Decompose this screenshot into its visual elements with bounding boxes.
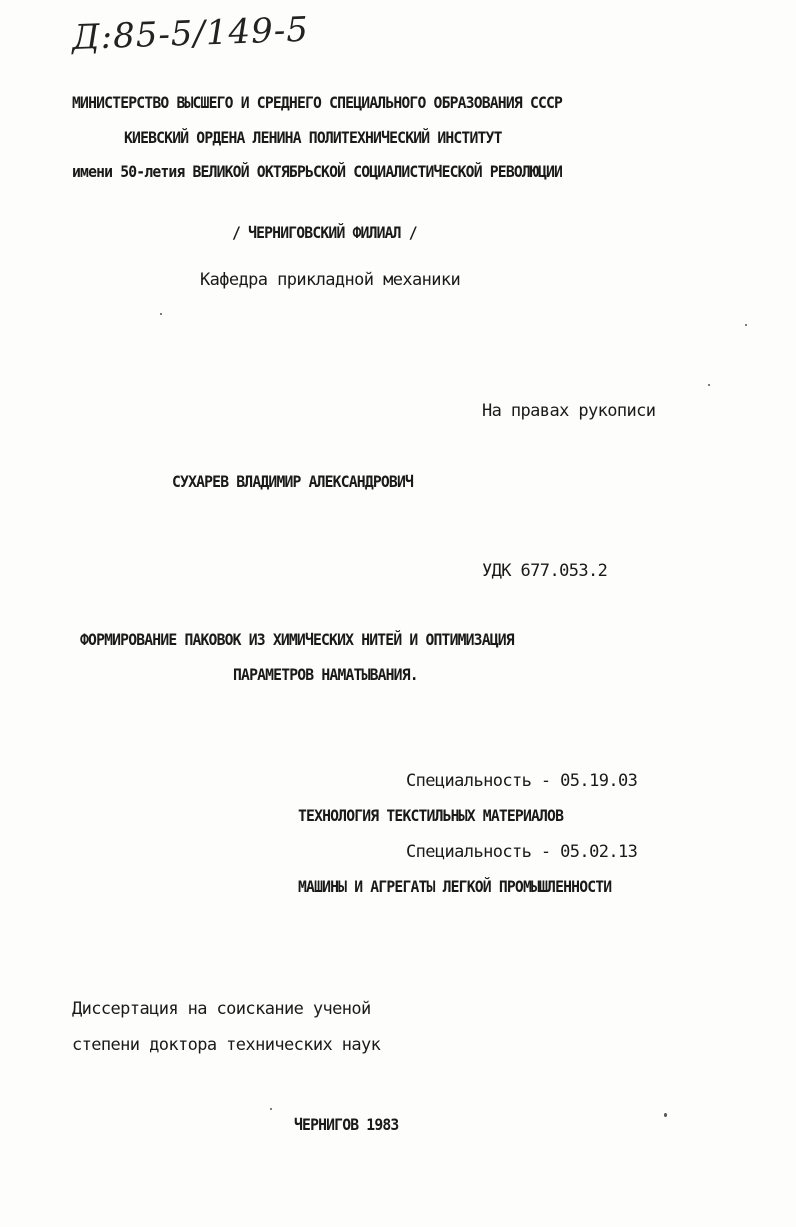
institute-line: КИЕВСКИЙ ОРДЕНА ЛЕНИНА ПОЛИТЕХНИЧЕСКИЙ ИНСТИТУТ [124,128,502,147]
paper-speck [270,1108,272,1110]
paper-speck [708,384,710,386]
paper-speck [664,1113,667,1117]
author-name: СУХАРЕВ ВЛАДИМИР АЛЕКСАНДРОВИЧ [172,472,414,491]
ministry-line: МИНИСТЕРСТВО ВЫСШЕГО И СРЕДНЕГО СПЕЦИАЛЬНОГО ОБРАЗОВАНИЯ СССР [72,93,563,112]
department-line: Кафедра прикладной механики [200,270,461,290]
paper-speck [160,313,162,315]
paper-speck [745,324,747,326]
title-line-2: ПАРАМЕТРОВ НАМАТЫВАНИЯ. [233,665,418,684]
specialty-1-code: Специальность - 05.19.03 [406,771,638,791]
specialty-2-code: Специальность - 05.02.13 [406,842,638,862]
udc-code: УДК 677.053.2 [482,561,608,581]
institute-name-line: имени 50-летия ВЕЛИКОЙ ОКТЯБРЬСКОЙ СОЦИАЛИСТИЧЕСКОЙ РЕВОЛЮЦИИ [72,162,563,181]
degree-line-2: степени доктора технических наук [72,1035,381,1055]
title-line-1: ФОРМИРОВАНИЕ ПАКОВОК ИЗ ХИМИЧЕСКИХ НИТЕЙ И ОПТИМИЗАЦИЯ [80,630,514,649]
city-year: ЧЕРНИГОВ 1983 [294,1115,399,1134]
manuscript-note: На правах рукописи [482,401,656,421]
degree-line-1: Диссертация на соискание ученой [72,999,371,1019]
archive-handwritten-mark: Д:85-5/149-5 [71,9,310,58]
specialty-2-name: МАШИНЫ И АГРЕГАТЫ ЛЕГКОЙ ПРОМЫШЛЕННОСТИ [298,877,612,896]
branch-line: / ЧЕРНИГОВСКИЙ ФИЛИАЛ / [232,223,417,242]
specialty-1-name: ТЕХНОЛОГИЯ ТЕКСТИЛЬНЫХ МАТЕРИАЛОВ [298,806,564,825]
